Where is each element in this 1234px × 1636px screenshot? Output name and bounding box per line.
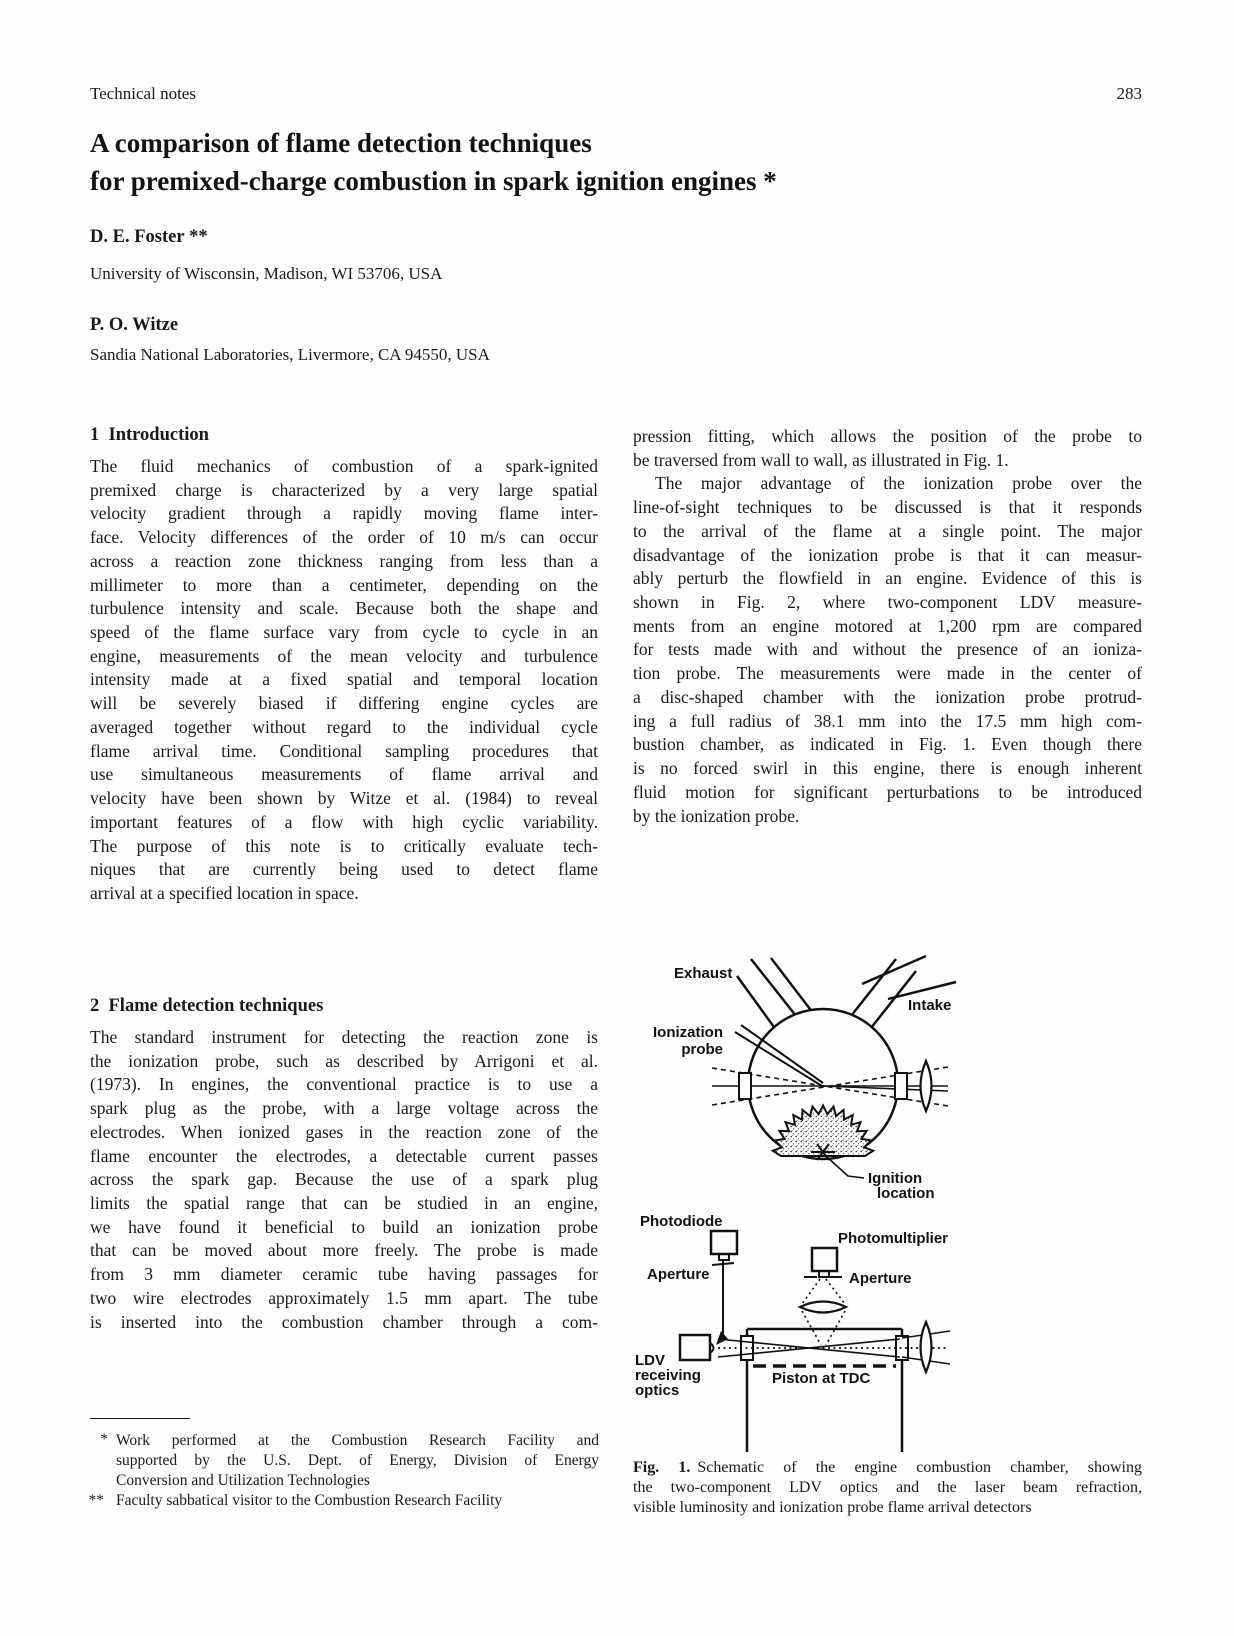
text-line: for tests made with and without the presence of an ioniza- (633, 639, 1142, 660)
section-2-heading: 2 Flame detection techniques (90, 996, 324, 1016)
photomultiplier-icon (812, 1248, 837, 1277)
light-path-arrowhead (716, 1331, 728, 1345)
caption-line-3: visible luminosity and ionization probe flame arrival detectors (633, 1499, 1032, 1516)
text-line: ably perturb the flowfield in an engine. Evidence of this is (633, 568, 1142, 589)
text-line: Conversion and Utilization Technologies (116, 1472, 370, 1490)
text-line: velocity gradient through a rapidly moving flame inter- (90, 503, 598, 524)
figure-label: Fig. 1. (633, 1459, 691, 1476)
text-line: is no forced swirl in this engine, there is enough inherent (633, 758, 1142, 779)
left-window (739, 1073, 751, 1099)
ignition-location-label-2: location (877, 1185, 935, 1202)
text-line: is inserted into the combustion chamber through a com- (90, 1311, 598, 1332)
footnote-2-marker: ** (88, 1492, 104, 1509)
author-1-name: D. E. Foster ** (90, 227, 208, 247)
lens-icon (921, 1061, 932, 1111)
text-line: line-of-sight techniques to be discussed is that it responds (633, 497, 1142, 518)
text-line: premixed charge is characterized by a very large spatial (90, 479, 598, 500)
text-line: face. Velocity differences of the order of 10 m/s can occur (90, 527, 598, 548)
ldv-label-2: receiving (635, 1367, 701, 1384)
text-line: shown in Fig. 2, where two-component LDV measure- (633, 592, 1142, 613)
exhaust-label: Exhaust (674, 965, 733, 982)
photodiode-icon (711, 1231, 737, 1260)
text-line: from 3 mm diameter ceramic tube having passages for (90, 1264, 598, 1285)
ldv-label-1: LDV (635, 1352, 665, 1369)
author-1-affiliation: University of Wisconsin, Madison, WI 53706, USA (90, 264, 443, 283)
aperture-right-label: Aperture (849, 1270, 912, 1287)
text-line: turbulence intensity and scale. Because both the shape and (90, 598, 598, 619)
text-line: electrodes. When ionized gases in the reaction zone of the (90, 1121, 598, 1142)
text-line: to the arrival of the flame at a single point. The major (633, 520, 1142, 541)
section-1-paragraph (90, 455, 598, 906)
text-line: will be severely biased if differing engine cycles are (90, 693, 598, 714)
intake-label: Intake (908, 997, 952, 1014)
text-line: averaged together without regard to the individual cycle (90, 716, 598, 737)
text-line: a disc-shaped chamber with the ionization probe protrud- (633, 686, 1142, 707)
caption-text-1: Schematic of the engine combustion chamber, showing (697, 1459, 1142, 1476)
text-line: flame arrival time. Conditional sampling procedures that (90, 740, 598, 761)
running-header (90, 84, 1142, 104)
photodiode-label: Photodiode (640, 1213, 723, 1230)
text-line: fluid motion for significant perturbations to be introduced (633, 781, 1142, 802)
text-line: by the ionization probe. (633, 805, 800, 826)
text-line: The major advantage of the ionization probe over the (655, 473, 1142, 494)
text-line: Work performed at the Combustion Research Facility and (116, 1432, 599, 1449)
ldv-label-3: optics (635, 1382, 680, 1399)
ignition-leader-line (827, 1157, 864, 1178)
page-number: 283 (1116, 84, 1142, 103)
text-line: engine, measurements of the mean velocity and turbulence (90, 645, 598, 666)
text-line: two wire electrodes approximately 1.5 mm apart. The tube (90, 1287, 598, 1308)
text-line: spark plug as the probe, with a large voltage across the (90, 1098, 598, 1119)
ignition-location-label-1: Ignition (868, 1170, 923, 1187)
text-line: we have found it beneficial to build an ionization probe (90, 1216, 598, 1237)
intake-pipes (851, 956, 956, 1028)
text-line: intensity made at a fixed spatial and temporal location (90, 669, 598, 690)
text-line: be traversed from wall to wall, as illustrated in Fig. 1. (633, 449, 1009, 470)
text-line: disadvantage of the ionization probe is that it can measur- (633, 544, 1142, 565)
figure-1-caption (633, 1458, 1142, 1518)
aperture-left-label: Aperture (647, 1266, 710, 1283)
text-line: The standard instrument for detecting the reaction zone is (90, 1027, 598, 1047)
chamber-top-view (653, 956, 956, 1202)
text-line: across a reaction zone thickness ranging from less than a (90, 550, 598, 571)
text-line: bustion chamber, as indicated in Fig. 1. Even though there (633, 734, 1142, 755)
text-line: ing a full radius of 38.1 mm into the 17.5 mm high com- (633, 710, 1142, 731)
footnote-1-text (116, 1431, 599, 1492)
text-line: ments from an engine motored at 1,200 rpm are compared (633, 615, 1142, 636)
ionization-probe-label-2: probe (681, 1041, 723, 1058)
text-line: the ionization probe, such as described by Arrigoni et al. (90, 1050, 598, 1071)
footnote-2-text: Faculty sabbatical visitor to the Combustion Research Facility (116, 1492, 503, 1509)
text-line: (1973). In engines, the conventional practice is to use a (90, 1074, 598, 1095)
caption-line-2: the two-component LDV optics and the laser beam refraction, (633, 1479, 1142, 1496)
footnote-1-marker: * (100, 1431, 108, 1448)
text-line: The fluid mechanics of combustion of a spark-ignited (90, 456, 598, 476)
text-line: millimeter to more than a centimeter, depending on the (90, 574, 598, 595)
text-line: use simultaneous measurements of flame arrival and (90, 764, 598, 785)
text-line: arrival at a specified location in space. (90, 882, 359, 903)
text-line: The purpose of this note is to critically evaluate tech- (90, 835, 598, 856)
piston-label: Piston at TDC (772, 1370, 871, 1387)
text-line: velocity have been shown by Witze et al. (1984) to reveal (90, 788, 598, 809)
footnote-rule (90, 1418, 190, 1419)
text-line: flame encounter the electrodes, a detectable current passes (90, 1145, 598, 1166)
text-line: limits the spatial range that can be studied in an engine, (90, 1193, 598, 1214)
photomultiplier-label: Photomultiplier (838, 1230, 948, 1247)
caption-line-1 (633, 1458, 1142, 1478)
running-header-left: Technical notes (90, 84, 196, 103)
section-2-paragraph (90, 1026, 598, 1334)
transmitting-lens-icon (921, 1322, 932, 1372)
article-title-line2: for premixed-charge combustion in spark ignition engines * (90, 166, 777, 196)
text-line: niques that are currently being used to detect flame (90, 859, 598, 880)
column-2-paragraph (633, 425, 1142, 828)
chamber-side-view (635, 1213, 950, 1452)
text-line: pression fitting, which allows the position of the probe to (633, 426, 1142, 446)
text-line: that can be moved about more freely. The probe is made (90, 1240, 598, 1261)
article-title (90, 124, 950, 200)
text-line: tion probe. The measurements were made in the center of (633, 663, 1142, 684)
section-1-heading: 1 Introduction (90, 425, 209, 445)
text-line: across the spark gap. Because the use of a spark plug (90, 1169, 598, 1190)
figure-1-schematic (610, 915, 1010, 1460)
author-2-name: P. O. Witze (90, 315, 179, 335)
collection-lens-icon (800, 1302, 846, 1313)
ldv-receiving-optics-icon (680, 1335, 714, 1360)
text-line: speed of the flame surface vary from cycle to cycle in an (90, 622, 598, 643)
right-window (895, 1073, 907, 1099)
text-line: supported by the U.S. Dept. of Energy, Division of Energy (116, 1452, 599, 1470)
article-title-line1: A comparison of flame detection techniques (90, 128, 592, 158)
text-line: important features of a flow with high cyclic variability. (90, 811, 598, 832)
ionization-probe-label-1: Ionization (653, 1024, 723, 1041)
author-2-affiliation: Sandia National Laboratories, Livermore, CA 94550, USA (90, 345, 490, 364)
